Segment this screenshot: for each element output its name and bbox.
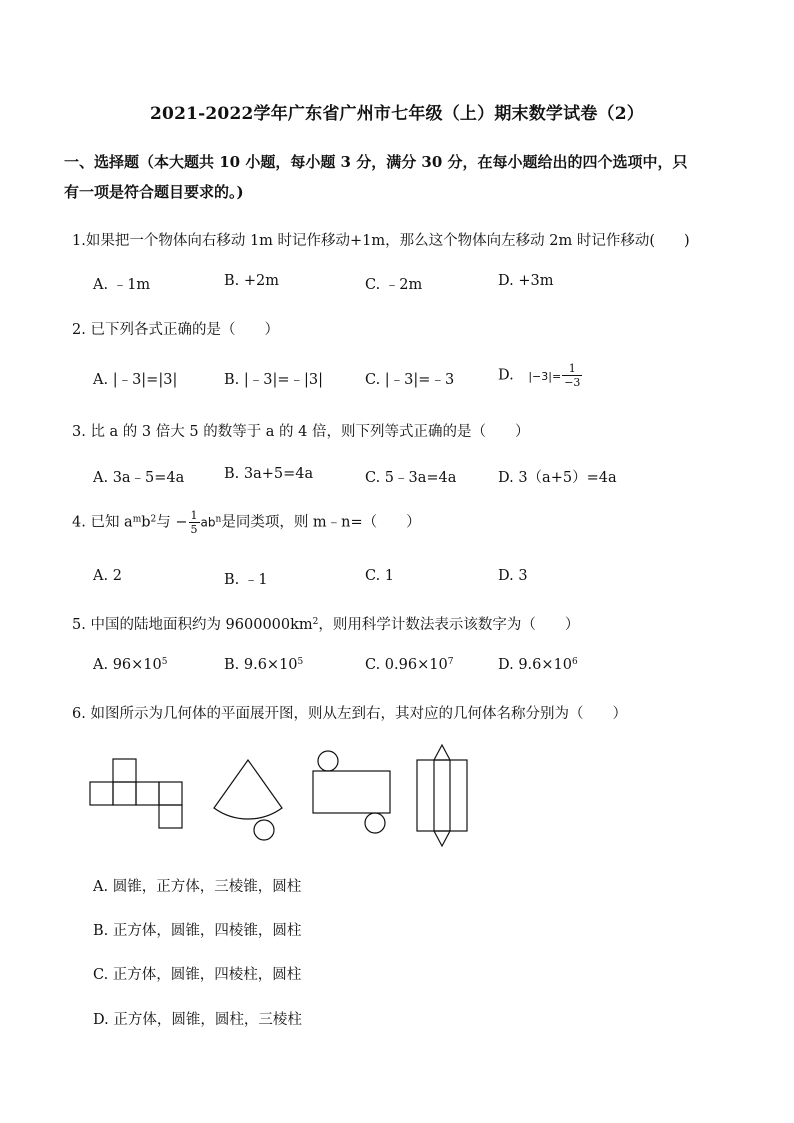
fraction-numerator: 1 [562,362,582,376]
question-2-stem: 2. 已下列各式正确的是（ ） [72,322,279,338]
question-3-stem: 3. 比 a 的 3 倍大 5 的数等于 a 的 4 倍，则下列等式正确的是（ ） [72,424,530,440]
q2-option-b: B. |﹣3|=﹣|3| [224,372,324,388]
q4-option-c: C. 1 [365,568,395,584]
q3-option-d: D. 3（a+5）=4a [498,470,617,486]
q5-text-a: 5. 中国的陆地面积约为 9600000km [72,617,313,633]
cone-net-figure [214,760,282,840]
q5-d-base: D. 9.6×10 [498,657,572,673]
q4-option-d: D. 3 [498,568,528,584]
q4-minus-sign: − [175,514,188,531]
q5-text-b: ，则用科学计数法表示该数字为（ ） [318,617,580,633]
q4-option-a: A. 2 [93,568,122,584]
q3-option-c: C. 5﹣3a=4a [365,470,457,486]
q5-b-exp: 5 [297,657,304,667]
fraction-denominator: −3 [564,376,581,389]
q4-sup-2: 2 [150,514,157,525]
page-title: 2021-2022学年广东省广州市七年级（上）期末数学试卷（2） [150,104,644,124]
q4-text-a: 4. 已知 a [72,514,133,531]
q3-option-a: A. 3a﹣5=4a [93,470,185,486]
cube-net-figure [90,759,182,828]
q5-c-base: C. 0.96×10 [365,657,448,673]
q5-d-exp: 6 [572,657,578,667]
q4-text-c: 与 [156,514,171,531]
fraction-numerator: 1 [190,509,198,522]
q6-option-a: A. 圆锥，正方体，三棱锥，圆柱 [93,879,302,895]
q5-c-exp: 7 [447,657,454,667]
q2-option-a: A. |﹣3|=|3| [93,372,178,388]
q2-option-d-abs: |−3|= [528,369,562,383]
q1-option-b: B. +2m [224,273,279,289]
q4-text-e: 是同类项，则 m﹣n=（ ） [221,514,421,531]
q4-sup-m: m [132,514,142,525]
q6-option-c: C. 正方体，圆锥，四棱柱，圆柱 [93,967,302,983]
q2-option-d-label: D. [498,367,514,384]
fraction-denominator: 5 [190,523,198,536]
q4-text-ab: ab [200,515,216,530]
q5-sup-2: 2 [312,617,319,627]
question-1-stem: 1.如果把一个物体向右移动 1m 时记作移动+1m，那么这个物体向左移动 2m 时记作移动( ) [72,233,690,249]
q2-option-c: C. |﹣3|=﹣3 [365,372,455,388]
prism-net-figure [417,745,467,846]
cylinder-net-figure [313,751,390,833]
q4-text-b: b [141,514,151,531]
q4-sup-n: n [215,514,222,525]
section-heading-line2: 有一项是符合题目要求的。) [64,183,244,201]
q3-option-b: B. 3a+5=4a [224,466,314,482]
q5-a-exp: 5 [161,657,168,667]
question-6-stem: 6. 如图所示为几何体的平面展开图，则从左到右，其对应的几何体名称分别为（ ） [72,706,627,722]
q6-option-d: D. 正方体，圆锥，圆柱，三棱柱 [93,1012,302,1028]
q4-option-b: B. ﹣1 [224,572,268,588]
section-heading-line1: 一、选择题（本大题共 10 小题，每小题 3 分，满分 30 分，在每小题给出的四个选项中，只 [64,153,688,171]
q6-option-b: B. 正方体，圆锥，四棱锥，圆柱 [93,923,302,939]
q5-a-base: A. 96×10 [93,657,162,673]
q1-option-c: C. ﹣2m [365,277,423,293]
q1-option-a: A. ﹣1m [93,277,151,293]
q1-option-d: D. +3m [498,273,554,289]
q5-b-base: B. 9.6×10 [224,657,298,673]
